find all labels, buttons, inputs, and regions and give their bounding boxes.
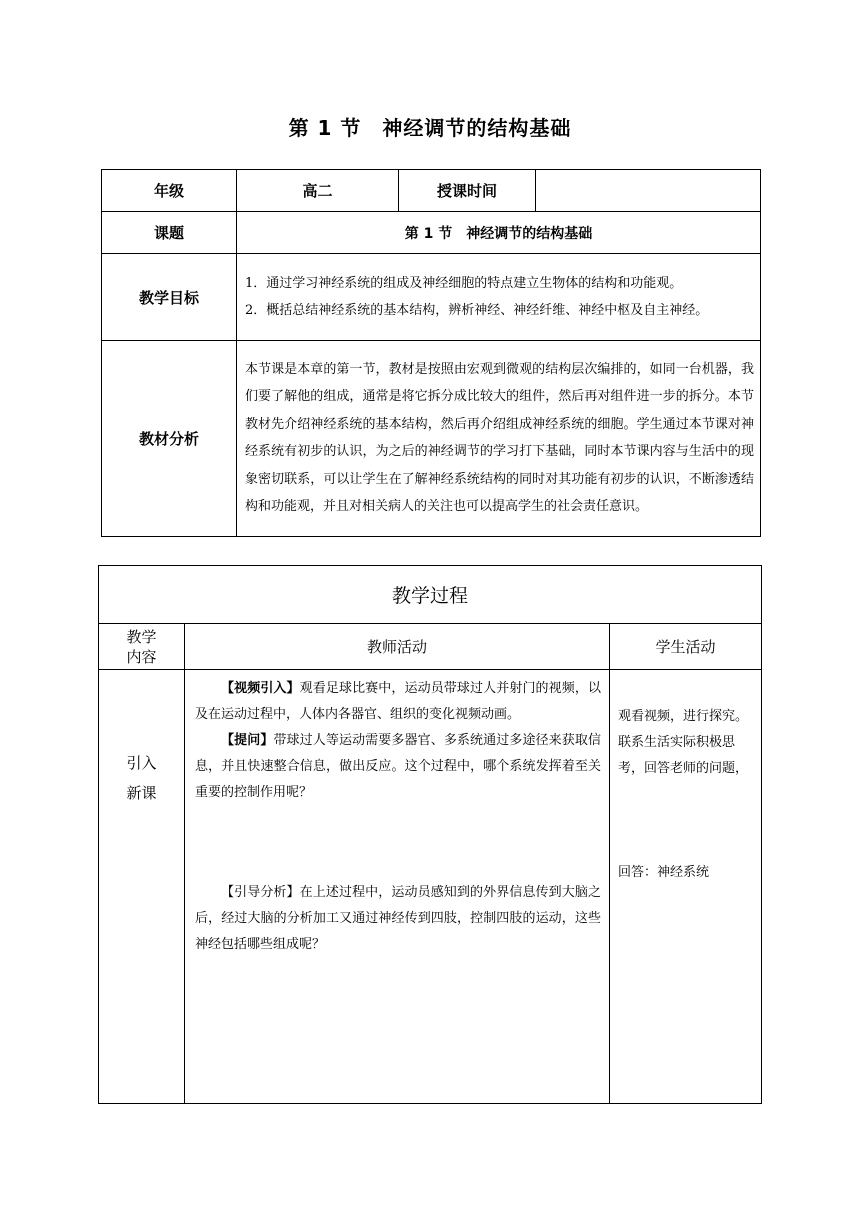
teacher-paragraph (195, 676, 601, 728)
teacher-paragraph (195, 880, 601, 958)
intro-row (99, 670, 762, 1104)
lesson-info-table (101, 169, 761, 537)
question-tag: 【提问】 (221, 733, 274, 748)
video-intro-text: 观看足球比赛中，运动员带球过人并射门的视频，以及在运动过程中，人体内各器官、组织的变化视频动画。 (195, 681, 601, 722)
analysis-label: 教材分析 (102, 341, 237, 537)
analysis-row (102, 341, 761, 537)
teacher-paragraph (195, 728, 601, 806)
col-header-content: 教学 内容 (99, 624, 185, 670)
student-activity (610, 670, 762, 1104)
col-header-teacher: 教师活动 (185, 624, 610, 670)
intro-label: 引入 新课 (99, 670, 185, 1104)
question-text: 带球过人等运动需要多器官、多系统通过多途径来获取信息，并且快速整合信息，做出反应。这个过程中，哪个系统发挥着至关重要的控制作用呢？ (195, 733, 601, 800)
time-value (536, 170, 761, 212)
goal-item: 2．概括总结神经系统的基本结构，辨析神经、神经纤维、神经中枢及自主神经。 (245, 302, 709, 318)
guide-tag: 【引导分析】 (221, 885, 300, 900)
goals-label: 教学目标 (102, 254, 237, 341)
teacher-activity (185, 670, 610, 1104)
student-response-1: 观看视频，进行探究。联系生活实际积极思考，回答老师的问题， (618, 709, 749, 776)
grade-label: 年级 (102, 170, 237, 212)
student-response-2: 回答：神经系统 (618, 865, 710, 880)
process-title: 教学过程 (99, 566, 762, 624)
topic-value: 第 1 节 神经调节的结构基础 (237, 212, 761, 254)
teaching-process-table (98, 565, 762, 1104)
time-label: 授课时间 (399, 170, 536, 212)
goals-row (102, 254, 761, 341)
topic-label: 课题 (102, 212, 237, 254)
process-header-row (99, 624, 762, 670)
page-title: 第 1 节 神经调节的结构基础 (288, 116, 572, 140)
grade-value: 高二 (237, 170, 399, 212)
col-header-student: 学生活动 (610, 624, 762, 670)
goal-item: 1．通过学习神经系统的组成及神经细胞的特点建立生物体的结构和功能观。 (245, 275, 683, 291)
process-title-row (99, 566, 762, 624)
analysis-text: 本节课是本章的第一节，教材是按照由宏观到微观的结构层次编排的，如同一台机器，我们要了解他的组成，通常是将它拆分成比较大的组件，然后再对组件进一步的拆分。本节教材先介绍神经系统的基本结构，然后再介绍组成神经系统的细胞。学生通过本节课对神经系统有初步的认识，为之后的神经调节的学习打下基础，同时本节课内容与生活中的现象密切联系，可以让学生在了解神经系统结构的同时对其功能有初步的认识，不断渗透结构和功能观，并且对相关病人的关注也可以提高学生的社会责任意识。 (237, 341, 761, 537)
video-intro-tag: 【视频引入】 (221, 681, 300, 696)
guide-text: 在上述过程中，运动员感知到的外界信息传到大脑之后，经过大脑的分析加工又通过神经传到四肢，控制四肢的运动，这些神经包括哪些组成呢？ (195, 885, 601, 952)
grade-row (102, 170, 761, 212)
topic-row (102, 212, 761, 254)
goals-cell (237, 254, 761, 341)
